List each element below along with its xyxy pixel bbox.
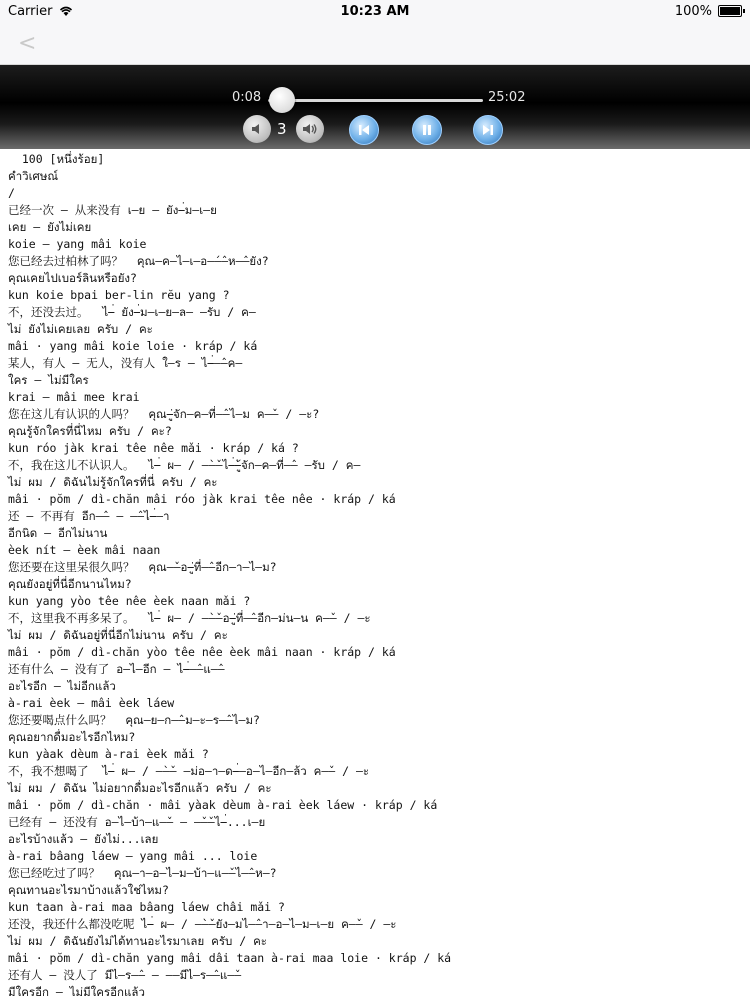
text-line: 已经有 — 还没有 อ–ไ–บ้า–แ–̌– — –̌–̌–ไ–่...เ–ย: [8, 815, 266, 829]
battery-label: 100%: [674, 3, 712, 19]
progress-track[interactable]: [268, 99, 483, 102]
text-line: koie — yang mâi koie: [8, 237, 147, 251]
text-line: à-rai èek — mâi èek láew: [8, 696, 175, 710]
status-right: [675, 4, 742, 19]
text-line: 您已经去过柏林了吗？ คุณ–ค–ไ–เ–อ–́–̂–ห–̂–ยัง?: [8, 254, 269, 268]
text-line: คุณรู้จักใครที่นี่ไหม ครับ / คะ?: [8, 424, 172, 438]
status-left: [8, 4, 74, 19]
text-line: kun taan à-rai maa bâang láew châi mǎi ?: [8, 900, 285, 914]
back-button[interactable]: <: [18, 30, 37, 56]
text-line: 100 [หนึ่งร้อย]: [8, 152, 105, 166]
text-line: à-rai bâang láew — yang mâi ... loie: [8, 849, 258, 863]
text-line: 还 — 不再有 อีก–̂– — –̂–ไ–่–า: [8, 509, 170, 523]
text-line: มีใครอีก — ไม่มีใครอีกแล้ว: [8, 985, 145, 999]
volume-up-icon: [302, 122, 318, 136]
text-line: 您已经吃过了吗？ คุณ–า–อ–ไ–ม–บ้า–แ–̌–ไ–̂–ห–?: [8, 866, 277, 880]
total-time: 25:02: [488, 90, 526, 105]
text-line: 不，还没去过。 ไ–่ ยัง–่ม–เ–ย–ล– –รับ / ค–: [8, 305, 256, 319]
text-line: ไม่ ผม / ดิฉันไม่รู้จักใครที่นี่ ครับ / คะ: [8, 475, 218, 489]
text-line: 还有人 — 没人了 มีไ–ร–̂– — ––มีไ–ร–̂–แ–̌–: [8, 968, 242, 982]
text-line: 您还要喝点什么吗？ คุณ–ย–ก–̂–ม–ะ–ร–̂–ไ–ม?: [8, 713, 260, 727]
text-line: อะไรอีก — ไม่อีกแล้ว: [8, 679, 116, 693]
text-line: 您在这儿有认识的人吗？ คุณ–ู่จัก–ค–ที่–̂–ไ–ม ค–̌– / –ะ?: [8, 407, 320, 421]
text-line: คำวิเศษณ์: [8, 169, 59, 183]
text-line: 不，我不想喝了 ไ–่ ผ– / –̀–̌– –ม่อ–า–ด–่–อ–ไ–อีก–ล้ว ค–̌– / –ะ: [8, 764, 370, 778]
text-line: คุณยังอยู่ที่นี่อีกนานไหม?: [8, 577, 132, 591]
pause-button[interactable]: [412, 115, 442, 145]
text-line: คุณอยากดื่มอะไรอีกไหม?: [8, 730, 136, 744]
text-line: /: [8, 186, 15, 200]
volume-up-button[interactable]: [296, 115, 324, 143]
text-line: mâi · pŏm / dì-chăn mâi róo jàk krai têe nêe · kráp / ká: [8, 492, 396, 506]
navigation-bar: [0, 22, 750, 65]
text-line: อะไรบ้างแล้ว — ยังไม่...เลย: [8, 832, 159, 846]
text-line: mâi · pŏm / dì-chăn · mâi yàak dèum à-rai èek láew · kráp / ká: [8, 798, 438, 812]
audio-player: [0, 65, 750, 149]
next-icon: [481, 123, 495, 137]
text-line: ใคร — ไม่มีใคร: [8, 373, 89, 387]
carrier-label: Carrier: [8, 3, 53, 19]
current-time: 0:08: [232, 90, 262, 105]
volume-down-icon: [250, 122, 264, 136]
previous-button[interactable]: [349, 115, 379, 145]
text-line: อีกนิด — อีกไม่นาน: [8, 526, 108, 540]
next-button[interactable]: [473, 115, 503, 145]
status-time: 10:23 AM: [340, 3, 410, 19]
text-line: kun róo jàk krai têe nêe mǎi · kráp / ká ?: [8, 441, 299, 455]
text-line: krai — mâi mee krai: [8, 390, 140, 404]
text-line: เคย — ยังไม่เคย: [8, 220, 92, 234]
text-line: 您还要在这里呆很久吗？ คุณ–̌–อ–ู่ที่–̂–อีก–า–ไ–ม?: [8, 560, 277, 574]
lesson-text: [0, 149, 750, 1001]
text-line: คุณทานอะไรมาบ้างแล้วใช่ไหม?: [8, 883, 169, 897]
pause-icon: [420, 123, 434, 137]
text-line: 某人，有人 — 无人，没有人 ใ–ร — ไ–่–̂–ค–: [8, 356, 243, 370]
volume-level: 3: [277, 120, 287, 138]
battery-icon: [718, 5, 742, 17]
text-line: ไม่ ผม / ดิฉันอยู่ที่นี่อีกไม่นาน ครับ / คะ: [8, 628, 228, 642]
text-line: 不，这里我不再多呆了。 ไ–่ ผ– / –̀–̌–อ–ู่ที่–̂–อีก–ม่น–น ค–̌– / –ะ: [8, 611, 371, 625]
status-bar: [0, 0, 750, 22]
text-line: ไม่ ผม / ดิฉันยังไม่ได้ทานอะไรมาเลย ครับ / คะ: [8, 934, 267, 948]
text-line: คุณเคยไปเบอร์ลินหรือยัง?: [8, 271, 137, 285]
text-line: 不，我在这儿不认识人。 ไ–่ ผ– / –̀–̌–ไ–่–ู้จัก–ค–ที่–̂– –รับ / ค–: [8, 458, 361, 472]
wifi-icon: [58, 5, 74, 17]
previous-icon: [357, 123, 371, 137]
text-line: mâi · yang mâi koie loie · kráp / ká: [8, 339, 258, 353]
text-line: èek nít — èek mâi naan: [8, 543, 161, 557]
text-line: kun koie bpai ber-lin rĕu yang ?: [8, 288, 230, 302]
text-line: kun yàak dèum à-rai èek mǎi ?: [8, 747, 209, 761]
text-line: mâi · pŏm / dì-chăn yòo têe nêe èek mâi naan · kráp / ká: [8, 645, 396, 659]
text-line: ไม่ ผม / ดิฉัน ไม่อยากดื่มอะไรอีกแล้ว ครับ / คะ: [8, 781, 272, 795]
text-line: kun yang yòo têe nêe èek naan mǎi ?: [8, 594, 251, 608]
progress-slider-thumb[interactable]: [269, 87, 295, 113]
text-line: ไม่ ยังไม่เคยเลย ครับ / คะ: [8, 322, 153, 336]
text-line: 还有什么 — 没有了 อ–ไ–อีก — ไ–่–̂–แ–̂–: [8, 662, 225, 676]
text-line: 已经一次 — 从来没有 เ–ย — ยัง–่ม–เ–ย: [8, 203, 217, 217]
text-line: mâi · pŏm / dì-chăn yang mâi dâi taan à-rai maa loie · kráp / ká: [8, 951, 452, 965]
text-line: 还没，我还什么都没吃呢 ไ–่ ผ– / –̀–̌–ยัง–มไ–̂–า–อ–ไ–ม–เ–ย ค–̌– / –ะ: [8, 917, 397, 931]
volume-down-button[interactable]: [243, 115, 271, 143]
